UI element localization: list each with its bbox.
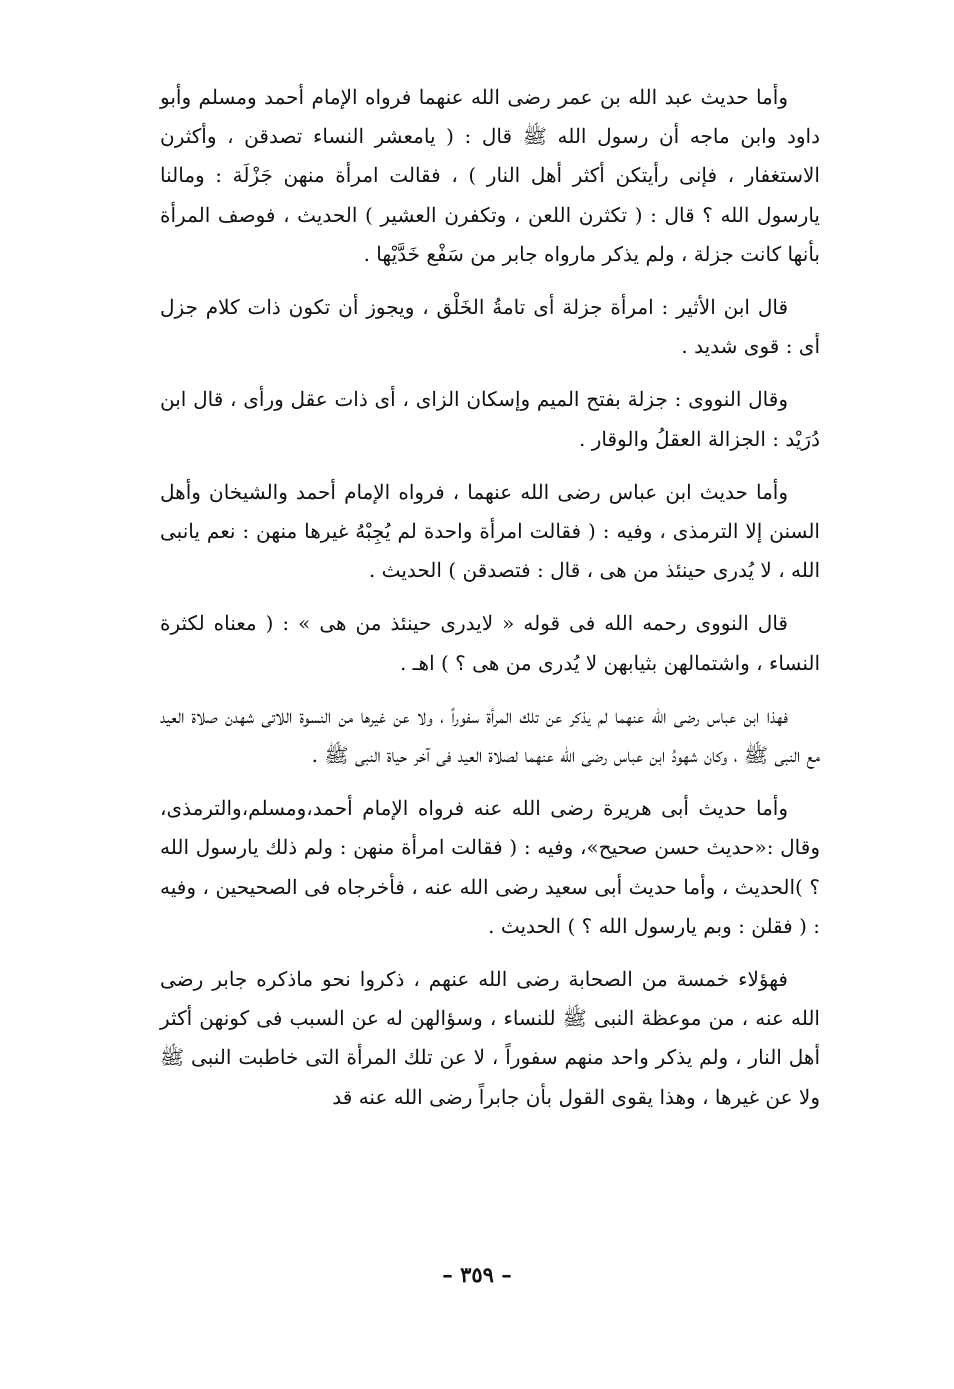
paragraph-ibn-umar-hadith: وأما حديث عبد الله بن عمر رضى الله عنهما فرواه الإمام أحمد ومسلم وأبو داود وابن ماجه أن رسول الله ﷺ قال : ( يامعشر النساء تصدقن ، وأكثرن الاستغفار ، فإنى رأيتكن أكثر أهل النار ) ، فقالت امرأة منهن جَزْلَة : ومالنا يارسول الله ؟ قال : ( تكثرن اللعن ، وتكفرن العشير ) الحديث ، فوصف المرأة بأنها كانت جزلة ، ولم يذكر مارواه جابر من سَفْع خَدَّيْها .	[160, 85, 820, 266]
paragraph-ibn-abbas-hadith: وأما حديث ابن عباس رضى الله عنهما ، فرواه الإمام أحمد والشيخان وأهل السنن إلا الترمذى ، وفيه : ( فقالت امرأة واحدة لم يُجِبْهُ غيرها منهن : نعم يانبى الله ، لا يُدرى حينئذ من هى ، قال : فتصدقن ) الحديث .	[160, 479, 820, 583]
paragraph-abu-hurayra-hadith: وأما حديث أبى هريرة رضى الله عنه فرواه الإمام أحمد،ومسلم،والترمذى، وقال :«حديث حسن صحيح»، وفيه : ( فقالت امرأة منهن : ولم ذلك يارسول الله ؟ )الحديث ، وأما حديث أبى سعيد رضى الله عنه ، فأخرجاه فى الصحيحين ، وفيه : ( فقلن : وبم يارسول الله ؟ ) الحديث .	[160, 796, 820, 938]
page-body-text	[160, 78, 820, 1117]
paragraph-ibn-al-athir: قال ابن الأثير : امرأة جزلة أى تامةُ الخَلْق ، ويجوز أن تكون ذات كلام جزل أى : قوى شديد .	[160, 295, 820, 359]
paragraph-nawawi-jazla: وقال النووى : جزلة بفتح الميم وإسكان الزاى ، أى ذات عقل ورأى ، قال ابن دُرَيْد : الجزالة العقلُ والوقار .	[160, 387, 820, 451]
paragraph-ibn-abbas-discussion: فهذا ابن عباس رضى الله عنهما لم يذكر عن تلك المرأة سفوراً ، ولا عن غيرها من النسوة اللاتى شهدن صلاة العيد مع النبى ﷺ ، وكان شهودُ ابن عباس رضى الله عنهما لصلاة العيد فى آخر حياة النبى ﷺ .	[160, 703, 820, 768]
paragraph-nawawi-commentary: قال النووى رحمه الله فى قوله « لايدرى حينئذ من هى » : ( معناه لكثرة النساء ، واشتمالهن بثيابهن لا يُدرى من هى ؟ ) اهـ .	[160, 611, 820, 675]
page-number: – ٣٥٩ –	[442, 1262, 512, 1287]
paragraph-five-companions: فهؤلاء خمسة من الصحابة رضى الله عنهم ، ذكروا نحو ماذكره جابر رضى الله عنه ، من موعظة النبى ﷺ للنساء ، وسؤالهن له عن السبب فى كونهن أكثر أهل النار ، ولم يذكر واحد منهم سفوراً ، لا عن تلك المرأة التى خاطبت النبى ﷺ ولا عن غيرها ، وهذا يقوى القول بأن جابراً رضى الله عنه قد	[160, 967, 820, 1109]
